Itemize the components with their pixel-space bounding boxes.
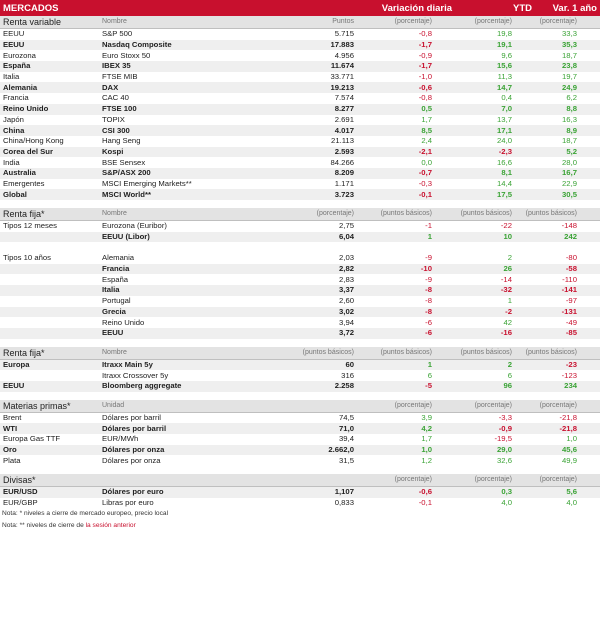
row-ytd: 7,0 <box>501 104 512 114</box>
row-points: 2.662,0 <box>328 445 354 455</box>
row-daily: 1,7 <box>421 114 432 124</box>
row-name: Bloomberg aggregate <box>102 381 182 391</box>
table-row <box>0 168 600 179</box>
row-region: Francia <box>3 93 29 103</box>
row-name: Dólares por euro <box>102 487 164 497</box>
table-row <box>0 232 600 243</box>
row-daily: -0,7 <box>418 168 432 178</box>
row-region: EUR/USD <box>3 487 38 497</box>
row-region: Global <box>3 189 27 199</box>
table-row <box>0 296 600 307</box>
col-daily-header: Variación diaria <box>381 2 452 14</box>
section-header-row <box>0 347 600 359</box>
row-region: Tipos 10 años <box>3 253 52 263</box>
row-points: 2.258 <box>334 381 354 391</box>
row-points: 3,94 <box>339 317 354 327</box>
row-name: MSCI World** <box>102 189 151 199</box>
row-ytd: -3,3 <box>498 412 512 422</box>
row-name: Dólares por onza <box>102 445 165 455</box>
row-year: 8,8 <box>566 104 577 114</box>
notes <box>0 508 600 532</box>
row-daily: -2,1 <box>418 146 432 156</box>
row-points: 2,82 <box>339 264 354 274</box>
row-points: 8.209 <box>334 168 354 178</box>
row-year: 28,0 <box>562 157 577 167</box>
note-2-highlight: la sesión anterior <box>85 522 136 530</box>
row-ytd: 0,3 <box>501 487 512 497</box>
row-year: -123 <box>561 370 577 380</box>
subheader-points: (puntos básicos) <box>302 348 354 356</box>
row-points: 2.691 <box>334 114 354 124</box>
row-year: -21,8 <box>559 412 577 422</box>
row-region: Eurozona <box>3 50 36 60</box>
subheader-daily-unit: (porcentaje) <box>394 476 432 484</box>
row-region: EUR/GBP <box>3 498 38 508</box>
row-year: 6,2 <box>566 93 577 103</box>
row-region: China/Hong Kong <box>3 136 64 146</box>
row-year: 35,3 <box>562 40 577 50</box>
row-name: FTSE 100 <box>102 104 137 114</box>
table-row <box>0 147 600 158</box>
row-ytd: 29,0 <box>497 445 512 455</box>
table-row <box>0 115 600 126</box>
table-row <box>0 28 600 40</box>
row-name: Grecia <box>102 306 126 316</box>
row-region: Tipos 12 meses <box>3 221 57 231</box>
row-ytd: 0,4 <box>501 93 512 103</box>
row-year: 1,0 <box>566 434 577 444</box>
row-year: 16,3 <box>562 114 577 124</box>
row-name: CAC 40 <box>102 93 129 103</box>
row-year: 18,7 <box>562 136 577 146</box>
table-row <box>0 381 600 392</box>
row-year: 24,9 <box>562 82 577 92</box>
table-row <box>0 72 600 83</box>
row-name: S&P/ASX 200 <box>102 168 151 178</box>
row-daily: -1 <box>425 221 432 231</box>
section-gap <box>0 200 600 208</box>
row-daily: -8 <box>425 296 432 306</box>
row-region: Corea del Sur <box>3 146 53 156</box>
row-daily: 0,5 <box>421 104 432 114</box>
row-year: 8,9 <box>566 125 577 135</box>
row-name: CSI 300 <box>102 125 130 135</box>
table-row <box>0 136 600 147</box>
row-year: -97 <box>565 296 577 306</box>
row-name: MSCI Emerging Markets** <box>102 178 192 188</box>
row-daily: -10 <box>420 264 432 274</box>
table-row <box>0 274 600 285</box>
row-name: Alemania <box>102 253 135 263</box>
row-daily: -1,7 <box>418 40 432 50</box>
sections-container <box>0 16 600 508</box>
table-row <box>0 125 600 136</box>
row-region: España <box>3 61 31 71</box>
table-row <box>0 220 600 232</box>
subheader-daily-unit: (puntos básicos) <box>380 210 432 217</box>
row-ytd: 10 <box>503 232 512 242</box>
row-ytd: 17,1 <box>497 125 512 135</box>
note-2-text: Nota: ** niveles de cierre de <box>2 522 86 530</box>
row-region: Reino Unido <box>3 104 49 114</box>
row-points: 3.723 <box>334 189 354 199</box>
row-points: 2,75 <box>339 221 354 231</box>
row-year: 18,7 <box>562 50 577 60</box>
row-name: FTSE MIB <box>102 72 138 82</box>
row-ytd: -14 <box>500 274 512 284</box>
section-title: Renta fija* <box>3 347 45 358</box>
row-ytd: 8,1 <box>501 168 512 178</box>
section-gap <box>0 466 600 474</box>
row-points: 17.883 <box>330 40 354 50</box>
subheader-daily-unit: (porcentaje) <box>394 401 432 409</box>
row-ytd: 6 <box>507 370 512 380</box>
row-points: 4.956 <box>334 50 354 60</box>
subheader-year-unit: (porcentaje) <box>539 401 577 409</box>
section-gap <box>0 339 600 347</box>
row-daily: -8 <box>425 285 432 295</box>
row-ytd: 19,8 <box>497 29 512 39</box>
row-ytd: 16,6 <box>497 157 512 167</box>
row-region: Oro <box>3 445 17 455</box>
table-row <box>0 445 600 456</box>
row-region: Plata <box>3 455 21 465</box>
row-points: 71,0 <box>339 423 354 433</box>
row-name: Dólares por onza <box>102 455 161 465</box>
subheader-ytd-unit: (porcentaje) <box>474 476 512 484</box>
row-daily: -0,8 <box>418 29 432 39</box>
table-row <box>0 412 600 424</box>
table-row <box>0 40 600 51</box>
row-ytd: -0,9 <box>498 423 512 433</box>
subheader-ytd-unit: (puntos básicos) <box>460 210 512 217</box>
row-region: EEUU <box>3 381 25 391</box>
table-row <box>0 317 600 328</box>
section-title: Divisas* <box>3 475 36 486</box>
subheader-name: Nombre <box>102 18 127 25</box>
row-region: China <box>3 125 25 135</box>
table-row <box>0 93 600 104</box>
row-points: 3,72 <box>339 328 354 338</box>
row-points: 74,5 <box>339 412 354 422</box>
row-daily: -1,7 <box>418 61 432 71</box>
row-ytd: 14,4 <box>497 178 512 188</box>
row-points: 60 <box>345 359 354 369</box>
table-row <box>0 264 600 275</box>
table-row <box>0 285 600 296</box>
row-year: -49 <box>565 317 577 327</box>
table-row <box>0 50 600 61</box>
row-daily: 0,0 <box>421 157 432 167</box>
row-region: EEUU <box>3 40 25 50</box>
row-name: Itraxx Crossover 5y <box>102 370 169 380</box>
row-year: 23,8 <box>562 61 577 71</box>
row-daily: -0,1 <box>418 189 432 199</box>
row-points: 2,03 <box>339 253 354 263</box>
row-ytd: 2 <box>507 359 512 369</box>
row-year: 234 <box>564 381 577 391</box>
subheader-year-unit: (porcentaje) <box>539 476 577 484</box>
row-name: IBEX 35 <box>102 61 131 71</box>
table-row <box>0 423 600 434</box>
table-row <box>0 434 600 445</box>
section-header-row <box>0 16 600 28</box>
row-name: Francia <box>102 264 130 274</box>
row-name: S&P 500 <box>102 29 133 39</box>
row-ytd: -2,3 <box>498 146 512 156</box>
row-daily: -0,1 <box>418 498 432 508</box>
note-1: Nota: * niveles a cierre de mercado europeo, precio local <box>2 510 169 518</box>
row-points: 7.574 <box>334 93 354 103</box>
table-row <box>0 157 600 168</box>
table-row <box>0 498 600 509</box>
row-daily: -8 <box>425 306 432 316</box>
row-year: 5,2 <box>566 146 577 156</box>
row-daily: 1 <box>427 359 432 369</box>
row-name: TOPIX <box>102 114 125 124</box>
row-ytd: 24,0 <box>497 136 512 146</box>
row-points: 6,04 <box>339 232 354 242</box>
row-region: Europa <box>3 359 30 369</box>
table-title: MERCADOS <box>3 2 59 14</box>
row-ytd: 15,6 <box>497 61 512 71</box>
row-year: -80 <box>565 253 577 263</box>
row-points: 39,4 <box>339 434 354 444</box>
row-ytd: -22 <box>500 221 512 231</box>
row-name: Itraxx Main 5y <box>102 359 153 369</box>
subheader-year-unit: (puntos básicos) <box>525 210 577 217</box>
table-row <box>0 61 600 72</box>
row-points: 8.277 <box>334 104 354 114</box>
row-region: Brent <box>3 412 22 422</box>
row-region: Australia <box>3 168 36 178</box>
row-points: 33.771 <box>330 72 354 82</box>
row-daily: -0,9 <box>418 50 432 60</box>
row-region: Italia <box>3 72 20 82</box>
subheader-name: Nombre <box>102 210 127 217</box>
table-row <box>0 370 600 381</box>
row-points: 31,5 <box>339 455 354 465</box>
row-points: 1,107 <box>334 487 354 497</box>
row-ytd: 4,0 <box>501 498 512 508</box>
section-title: Renta variable <box>3 17 62 27</box>
table-row <box>0 104 600 115</box>
row-ytd: 96 <box>503 381 512 391</box>
row-ytd: -2 <box>505 306 512 316</box>
subheader-points: (porcentaje) <box>316 210 354 217</box>
row-name: EEUU (Libor) <box>102 232 150 242</box>
row-year: 5,6 <box>566 487 577 497</box>
row-ytd: -16 <box>500 328 512 338</box>
subheader-year-unit: (puntos básicos) <box>525 348 577 356</box>
row-points: 4.017 <box>334 125 354 135</box>
row-ytd: 32,6 <box>497 455 512 465</box>
row-year: 49,9 <box>562 455 577 465</box>
row-year: 242 <box>564 232 577 242</box>
row-points: 2,83 <box>339 274 354 284</box>
row-daily: 3,9 <box>421 412 432 422</box>
row-name: España <box>102 274 129 284</box>
row-year: -148 <box>561 221 577 231</box>
subheader-points: Puntos <box>332 18 354 25</box>
row-year: -23 <box>565 359 577 369</box>
row-year: 30,5 <box>562 189 577 199</box>
row-daily: 2,4 <box>421 136 432 146</box>
row-daily: 1,7 <box>421 434 432 444</box>
row-points: 2,60 <box>339 296 354 306</box>
table-row <box>0 359 600 371</box>
row-ytd: 42 <box>503 317 512 327</box>
row-daily: -0,8 <box>418 93 432 103</box>
table-row <box>0 189 600 200</box>
row-points: 21.113 <box>331 136 354 146</box>
row-points: 316 <box>341 370 354 380</box>
row-name: Dólares por barril <box>102 423 167 433</box>
row-name: Hang Seng <box>102 136 141 146</box>
row-points: 11.674 <box>330 61 354 71</box>
row-region: Emergentes <box>3 178 45 188</box>
row-year: 19,7 <box>562 72 577 82</box>
row-region: WTI <box>3 423 18 433</box>
subheader-ytd-unit: (porcentaje) <box>474 401 512 409</box>
row-ytd: -19,5 <box>494 434 512 444</box>
col-ytd-header: YTD <box>513 2 532 14</box>
section-header-row <box>0 208 600 220</box>
row-name: Italia <box>102 285 120 295</box>
row-ytd: 11,3 <box>497 72 512 82</box>
row-ytd: 19,1 <box>497 40 512 50</box>
row-year: -110 <box>562 274 577 284</box>
section-title: Materias primas* <box>3 400 71 411</box>
note-2 <box>2 520 600 532</box>
row-name: Dólares por barril <box>102 412 161 422</box>
row-ytd: 2 <box>507 253 512 263</box>
section-gap <box>0 392 600 400</box>
row-daily: 4,2 <box>421 423 432 433</box>
row-points: 2.593 <box>334 146 354 156</box>
table-row <box>0 179 600 190</box>
row-points: 19.213 <box>330 82 354 92</box>
table-header <box>0 0 600 16</box>
row-region: Alemania <box>3 82 38 92</box>
row-points: 84.266 <box>330 157 354 167</box>
row-name: Reino Unido <box>102 317 145 327</box>
row-points: 3,37 <box>339 285 354 295</box>
section-header-row <box>0 474 600 486</box>
row-year: 33,3 <box>562 29 577 39</box>
subheader-daily-unit: (puntos básicos) <box>380 348 432 356</box>
row-region: India <box>3 157 20 167</box>
col-year-header: Var. 1 año <box>552 2 597 14</box>
row-points: 3,02 <box>339 306 354 316</box>
subheader-ytd-unit: (puntos básicos) <box>460 348 512 356</box>
subheader-year-unit: (porcentaje) <box>539 18 577 25</box>
table-row <box>0 328 600 339</box>
table-row <box>0 486 600 498</box>
row-year: 22,9 <box>562 178 577 188</box>
row-year: -141 <box>561 285 577 295</box>
row-region: Europa Gas TTF <box>3 434 61 444</box>
table-row <box>0 307 600 318</box>
row-daily: 6 <box>427 370 432 380</box>
row-daily: -0,3 <box>418 178 432 188</box>
row-points: 1.171 <box>334 178 354 188</box>
section-header-row <box>0 400 600 412</box>
table-row <box>0 253 600 264</box>
row-name: DAX <box>102 82 119 92</box>
row-name: Eurozona (Euribor) <box>102 221 167 231</box>
section-title: Renta fija* <box>3 209 45 219</box>
row-name: BSE Sensex <box>102 157 146 167</box>
row-daily: -6 <box>425 328 432 338</box>
row-daily: -0,6 <box>418 82 432 92</box>
row-ytd: 1 <box>507 296 512 306</box>
row-daily: -9 <box>425 253 432 263</box>
table-row <box>0 242 600 253</box>
row-ytd: -32 <box>500 285 512 295</box>
row-year: -131 <box>561 306 577 316</box>
row-daily: -0,6 <box>418 487 432 497</box>
row-name: Portugal <box>102 296 131 306</box>
row-daily: -6 <box>425 317 432 327</box>
row-year: -85 <box>565 328 577 338</box>
row-name: EUR/MWh <box>102 434 139 444</box>
row-daily: -1,0 <box>418 72 432 82</box>
subheader-name: Unidad <box>102 401 125 409</box>
row-ytd: 17,5 <box>497 189 512 199</box>
row-daily: 1,0 <box>421 445 432 455</box>
subheader-ytd-unit: (porcentaje) <box>474 18 512 25</box>
row-daily: -5 <box>425 381 432 391</box>
row-year: -58 <box>565 264 577 274</box>
row-name: Euro Stoxx 50 <box>102 50 151 60</box>
row-ytd: 9,6 <box>501 50 512 60</box>
row-daily: -9 <box>425 274 432 284</box>
row-name: EEUU <box>102 328 124 338</box>
table-row <box>0 82 600 93</box>
row-region: Japón <box>3 114 24 124</box>
row-ytd: 26 <box>503 264 512 274</box>
row-points: 5.715 <box>334 29 354 39</box>
row-year: 4,0 <box>566 498 577 508</box>
row-ytd: 13,7 <box>497 114 512 124</box>
row-points: 0,833 <box>334 498 354 508</box>
row-daily: 1 <box>427 232 432 242</box>
row-year: -21,8 <box>559 423 577 433</box>
row-name: Libras por euro <box>102 498 154 508</box>
table-row <box>0 455 600 466</box>
row-region: EEUU <box>3 29 25 39</box>
subheader-daily-unit: (porcentaje) <box>394 18 432 25</box>
row-year: 16,7 <box>562 168 577 178</box>
row-ytd: 14,7 <box>497 82 512 92</box>
row-daily: 1,2 <box>421 455 432 465</box>
row-year: 45,6 <box>562 445 577 455</box>
subheader-name: Nombre <box>102 348 127 356</box>
row-name: Kospi <box>102 146 124 156</box>
row-daily: 8,5 <box>421 125 432 135</box>
row-name: Nasdaq Composite <box>102 40 172 50</box>
